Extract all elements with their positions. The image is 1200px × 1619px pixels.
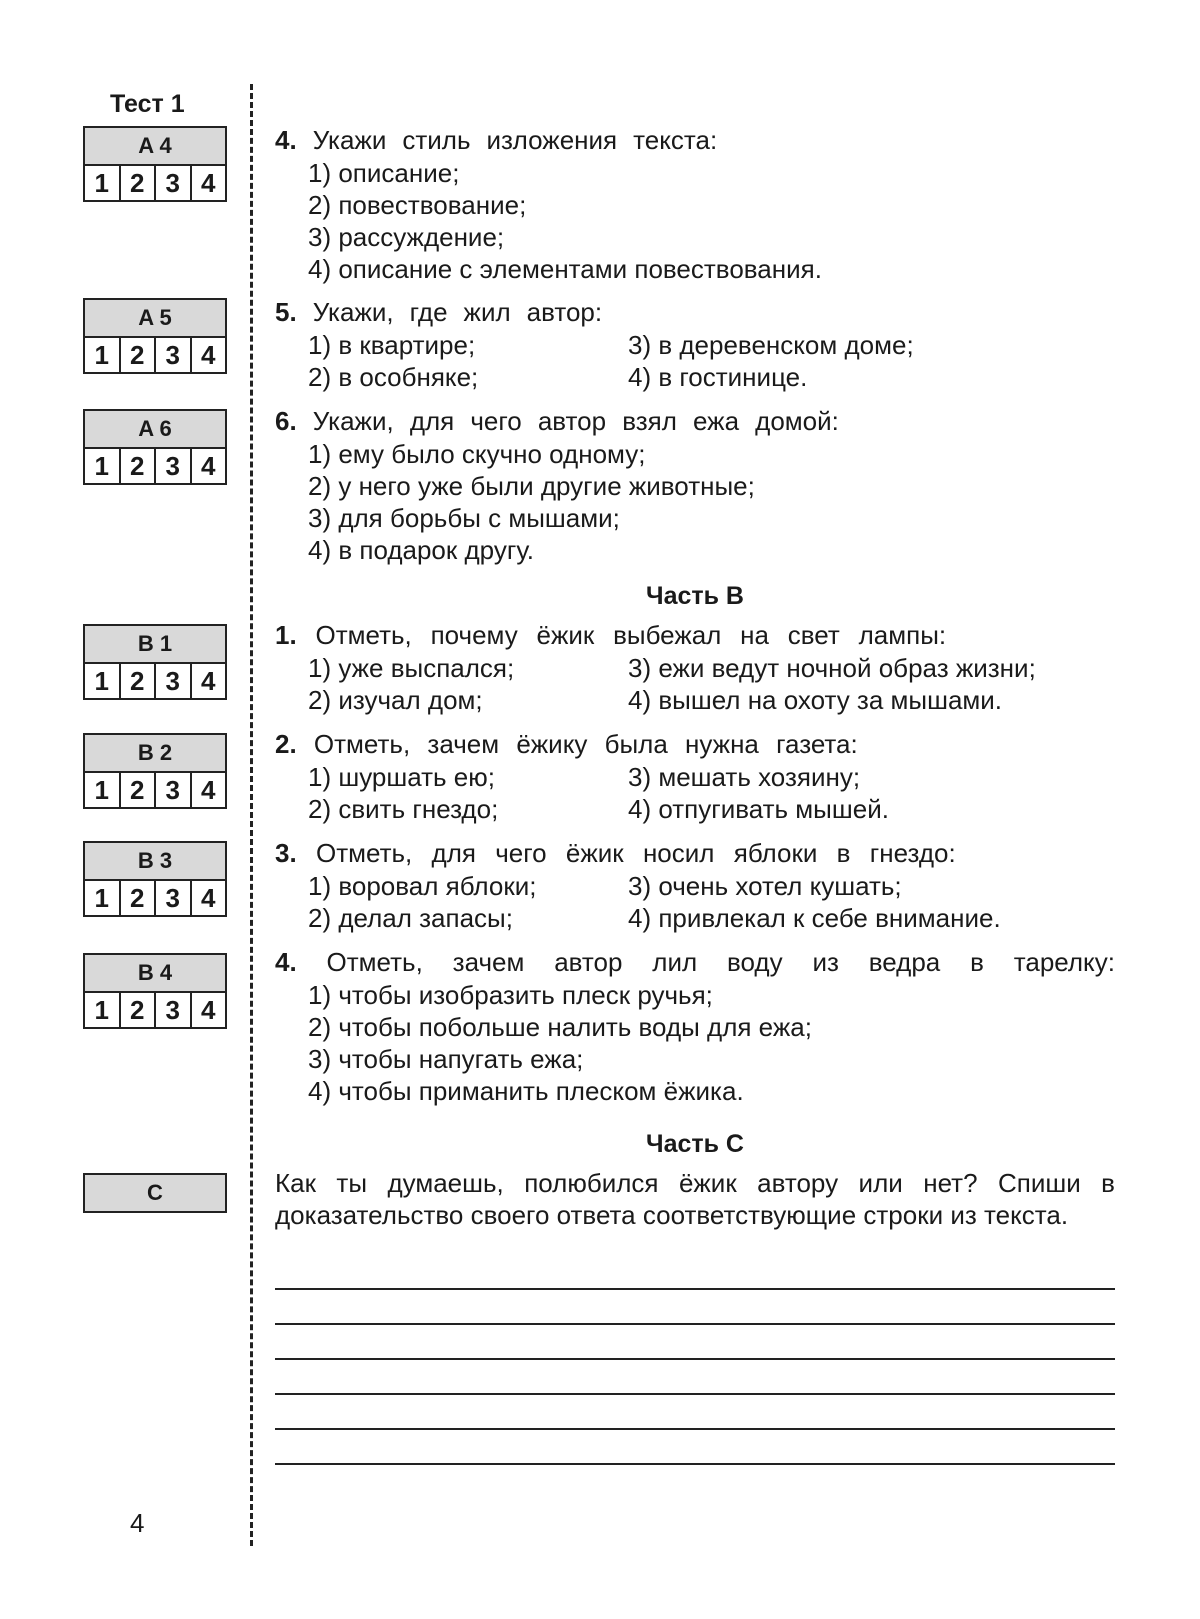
answer-option: 3) рассуждение;	[308, 222, 505, 252]
question-number: 4.	[275, 125, 297, 155]
answer-option: 1) чтобы изобразить плеск ручья;	[308, 980, 713, 1010]
answer-option: 2) изучал дом;	[308, 685, 483, 715]
answer-cell-1[interactable]: 1	[85, 338, 121, 372]
question-word: текста:	[633, 125, 718, 155]
answer-line[interactable]	[275, 1288, 1115, 1290]
question-stem	[275, 123, 1115, 157]
answer-option: 3) для борьбы с мышами;	[308, 503, 620, 533]
answer-option: 4) отпугивать мышей.	[628, 794, 889, 824]
answer-box-label: A 6	[85, 411, 225, 449]
answer-cell-4[interactable]: 4	[201, 340, 216, 370]
answer-cell-3[interactable]: 3	[156, 881, 192, 915]
answer-cell-4[interactable]: 4	[201, 775, 216, 805]
answer-cell-4[interactable]: 4	[201, 995, 216, 1025]
question-a4	[275, 123, 1115, 285]
question-word: почему	[430, 620, 518, 650]
answer-option: 2) повествование;	[308, 190, 527, 220]
answer-line[interactable]	[275, 1323, 1115, 1325]
question-word: ёжик	[565, 838, 624, 868]
question-word: ежа	[693, 406, 740, 436]
answer-box-label: C	[85, 1175, 225, 1211]
question-word: на	[740, 620, 769, 650]
question-word: выбежал	[613, 620, 722, 650]
question-word: автор:	[526, 297, 603, 327]
answer-box-label: A 4	[85, 128, 225, 166]
question-word: Укажи,	[312, 406, 394, 436]
question-word: гнездо:	[869, 838, 956, 868]
question-word: свет	[787, 620, 840, 650]
question-word: лил	[652, 947, 698, 977]
answer-option: 3) мешать хозяину;	[628, 762, 861, 792]
question-a6	[275, 404, 1115, 566]
answer-cell-1[interactable]: 1	[85, 664, 121, 698]
answer-option: 1) описание;	[308, 158, 460, 188]
question-word: жил	[463, 297, 511, 327]
question-number: 2.	[275, 729, 297, 759]
question-number: 5.	[275, 297, 297, 327]
question-word: ёжику	[516, 729, 588, 759]
question-word: из	[812, 947, 839, 977]
answer-box-label: B 4	[85, 955, 225, 993]
answer-option: 4) в подарок другу.	[308, 535, 534, 565]
question-word: изложения	[486, 125, 618, 155]
page-number: 4	[130, 1508, 145, 1538]
answer-option: 3) очень хотел кушать;	[628, 871, 902, 901]
question-word: воду	[727, 947, 783, 977]
answer-cell-2[interactable]: 2	[121, 449, 157, 483]
answer-box-label: B 3	[85, 843, 225, 881]
answer-line[interactable]	[275, 1393, 1115, 1395]
answer-cell-1[interactable]: 1	[85, 773, 121, 807]
cut-line	[250, 84, 253, 1546]
answer-box-a6	[83, 409, 227, 485]
question-a5	[275, 295, 1115, 393]
question-word: зачем	[452, 947, 525, 977]
answer-option: 2) делал запасы;	[308, 903, 513, 933]
answer-box-label: B 1	[85, 626, 225, 664]
answer-cell-1[interactable]: 1	[85, 881, 121, 915]
question-word: чего	[470, 406, 522, 436]
question-word: взял	[622, 406, 677, 436]
question-word: автор	[554, 947, 623, 977]
answer-cell-3[interactable]: 3	[156, 166, 192, 200]
answer-box-b1	[83, 624, 227, 700]
question-stem	[275, 836, 1115, 870]
answer-line[interactable]	[275, 1428, 1115, 1430]
answer-option: 1) в квартире;	[308, 330, 476, 360]
answer-option: 2) чтобы побольше налить воды для ежа;	[308, 1012, 812, 1042]
question-word: ведра	[868, 947, 941, 977]
answer-cell-3[interactable]: 3	[156, 993, 192, 1027]
answer-cell-2[interactable]: 2	[121, 664, 157, 698]
answer-cell-2[interactable]: 2	[121, 881, 157, 915]
answer-box-c	[83, 1173, 227, 1213]
answer-box-label: B 2	[85, 735, 225, 773]
answer-cell-3[interactable]: 3	[156, 664, 192, 698]
question-word: автор	[537, 406, 607, 436]
question-word: Отметь,	[313, 729, 411, 759]
question-word: стиль	[402, 125, 471, 155]
answer-cell-3[interactable]: 3	[156, 449, 192, 483]
answer-cell-2[interactable]: 2	[121, 338, 157, 372]
question-word: в	[836, 838, 851, 868]
question-word: домой:	[755, 406, 839, 436]
answer-option: 1) ему было скучно одному;	[308, 439, 646, 469]
answer-cell-1[interactable]: 1	[85, 449, 121, 483]
answer-cell-1[interactable]: 1	[85, 993, 121, 1027]
answer-box-label: A 5	[85, 300, 225, 338]
question-word: ёжик	[536, 620, 595, 650]
answer-box-a5	[83, 298, 227, 374]
question-word: зачем	[427, 729, 500, 759]
question-word: нужна	[685, 729, 759, 759]
question-word: Укажи,	[312, 297, 394, 327]
question-stem	[275, 945, 1115, 979]
answer-box-b3	[83, 841, 227, 917]
answer-option: 3) чтобы напугать ежа;	[308, 1044, 584, 1074]
answer-option: 3) в деревенском доме;	[628, 330, 914, 360]
question-word: где	[409, 297, 448, 327]
question-number: 3.	[275, 838, 297, 868]
question-word: в	[970, 947, 984, 977]
answer-option: 3) ежи ведут ночной образ жизни;	[628, 653, 1036, 683]
question-stem	[275, 404, 1115, 438]
part-c-title: Часть С	[646, 1130, 744, 1158]
answer-option: 1) уже выспался;	[308, 653, 515, 683]
answer-box-a4	[83, 126, 227, 202]
question-word: чего	[495, 838, 547, 868]
question-number: 6.	[275, 406, 297, 436]
answer-line[interactable]	[275, 1358, 1115, 1360]
answer-box-b4	[83, 953, 227, 1029]
question-word: тарелку:	[1013, 947, 1115, 977]
answer-cell-3[interactable]: 3	[156, 773, 192, 807]
answer-option: 4) вышел на охоту за мышами.	[628, 685, 1003, 715]
question-b3	[275, 836, 1115, 934]
question-b1	[275, 618, 1115, 716]
answer-cell-4[interactable]: 4	[201, 666, 216, 696]
question-word: Отметь,	[315, 620, 412, 650]
question-word: для	[409, 406, 455, 436]
question-stem	[275, 727, 1115, 761]
part-b-title: Часть В	[646, 582, 744, 610]
answer-option: 4) привлекал к себе внимание.	[628, 903, 1001, 933]
answer-line[interactable]	[275, 1463, 1115, 1465]
answer-option: 4) описание с элементами повествования.	[308, 254, 822, 284]
answer-cell-4[interactable]: 4	[201, 168, 216, 198]
question-number: 4.	[275, 947, 297, 977]
answer-cell-2[interactable]: 2	[121, 993, 157, 1027]
question-word: Укажи	[312, 125, 387, 155]
question-word: носил	[642, 838, 715, 868]
question-word: лампы:	[858, 620, 947, 650]
answer-cell-4[interactable]: 4	[201, 883, 216, 913]
test-title: Тест 1	[110, 90, 185, 118]
answer-option: 2) свить гнездо;	[308, 794, 499, 824]
answer-cell-4[interactable]: 4	[201, 451, 216, 481]
question-word: для	[431, 838, 476, 868]
answer-cell-2[interactable]: 2	[121, 166, 157, 200]
question-b4	[275, 945, 1115, 1107]
question-b2	[275, 727, 1115, 825]
part-c-question: Как ты думаешь, полюбился ёжик автору или нет? Спиши в доказательство своего ответа соответствующие строки из текста.	[275, 1168, 1115, 1230]
question-word: яблоки	[733, 838, 818, 868]
question-stem	[275, 618, 1115, 652]
answer-cell-1[interactable]: 1	[85, 166, 121, 200]
answer-box-b2	[83, 733, 227, 809]
question-number: 1.	[275, 620, 297, 650]
answer-option: 4) чтобы приманить плеском ёжика.	[308, 1076, 744, 1106]
answer-option: 1) воровал яблоки;	[308, 871, 537, 901]
answer-option: 2) в особняке;	[308, 362, 479, 392]
question-stem	[275, 295, 1115, 329]
answer-option: 1) шуршать ею;	[308, 762, 495, 792]
question-word: была	[604, 729, 668, 759]
question-word: газета:	[776, 729, 858, 759]
question-word: Отметь,	[315, 838, 413, 868]
answer-cell-3[interactable]: 3	[156, 338, 192, 372]
answer-option: 4) в гостинице.	[628, 362, 808, 392]
answer-cell-2[interactable]: 2	[121, 773, 157, 807]
question-word: Отметь,	[326, 947, 423, 977]
answer-option: 2) у него уже были другие животные;	[308, 471, 755, 501]
